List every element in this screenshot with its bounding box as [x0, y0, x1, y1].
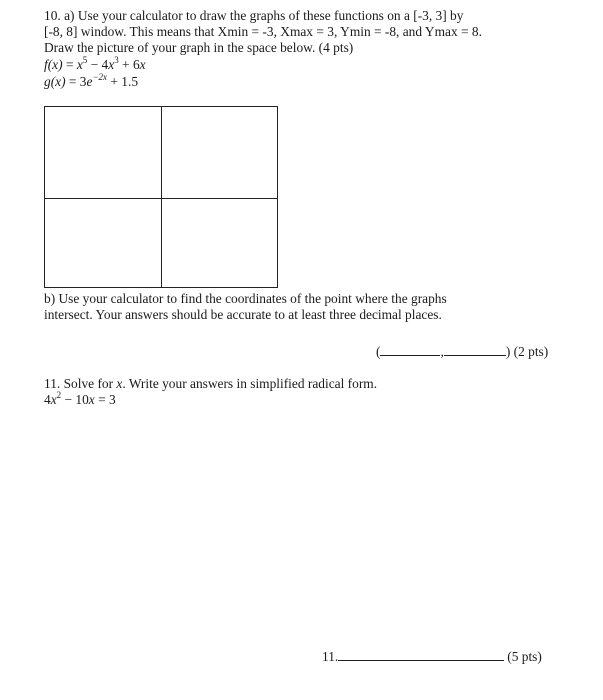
f-equals: =: [62, 57, 77, 72]
f-term-3: x: [139, 57, 146, 72]
q10-line-2: [-8, 8] window. This means that Xmin = -3, Xmax = 3, Ymin = -8, and Ymax = 8.: [44, 24, 482, 39]
q11-op: − 10: [61, 392, 89, 407]
f-term-2: x: [108, 57, 115, 72]
q10b-line-2: intersect. Your answers should be accurate to at least three decimal places.: [44, 307, 442, 322]
q10-line-1: 10. a) Use your calculator to draw the graphs of these functions on a [-3, 3] by: [44, 8, 464, 23]
function-f: [44, 54, 146, 73]
q10b-answer[interactable]: [376, 343, 548, 360]
q11-line-1: [44, 376, 377, 392]
q10b-line-1: b) Use your calculator to find the coordinates of the point where the graphs: [44, 291, 447, 306]
f-exp-2: 3: [114, 54, 119, 65]
q11-equation: [44, 389, 116, 408]
q11-term-2: x: [88, 392, 95, 407]
q11-text-b: . Write your answers in simplified radical form.: [122, 376, 378, 391]
q10-line-3: Draw the picture of your graph in the space below. (4 pts): [44, 40, 354, 55]
graph-horizontal-divider: [45, 198, 277, 199]
f-name: f(x): [44, 57, 63, 72]
g-exp-1: −2x: [92, 71, 108, 82]
q11-text-a: 11. Solve for: [44, 376, 117, 391]
function-g: [44, 71, 139, 90]
g-name: g(x): [44, 74, 66, 89]
q11-variable: x: [116, 376, 123, 391]
answer-comma: ,: [440, 344, 444, 359]
q11-exp: 2: [56, 389, 62, 400]
g-op-1: + 1.5: [107, 74, 139, 89]
g-term-1: e: [86, 74, 93, 89]
g-equals: = 3: [65, 74, 87, 89]
answer-close-paren: ) (2 pts): [505, 344, 549, 359]
graph-box[interactable]: [44, 106, 278, 288]
graph-vertical-divider: [161, 107, 162, 287]
q11-answer[interactable]: [322, 648, 542, 665]
f-op-2: + 6: [118, 57, 140, 72]
q11-answer-blank[interactable]: [338, 648, 504, 661]
q11-answer-label: 11.: [322, 649, 339, 664]
answer-y-blank[interactable]: [444, 343, 506, 356]
answer-open-paren: (: [376, 344, 381, 359]
answer-x-blank[interactable]: [380, 343, 440, 356]
f-term-1: x: [76, 57, 83, 72]
f-exp-1: 5: [82, 54, 88, 65]
q11-term-1: x: [50, 392, 57, 407]
q11-coef: 4: [44, 392, 51, 407]
q11-rhs: = 3: [94, 392, 116, 407]
q11-answer-points: (5 pts): [507, 649, 542, 664]
f-op-1: − 4: [87, 57, 109, 72]
